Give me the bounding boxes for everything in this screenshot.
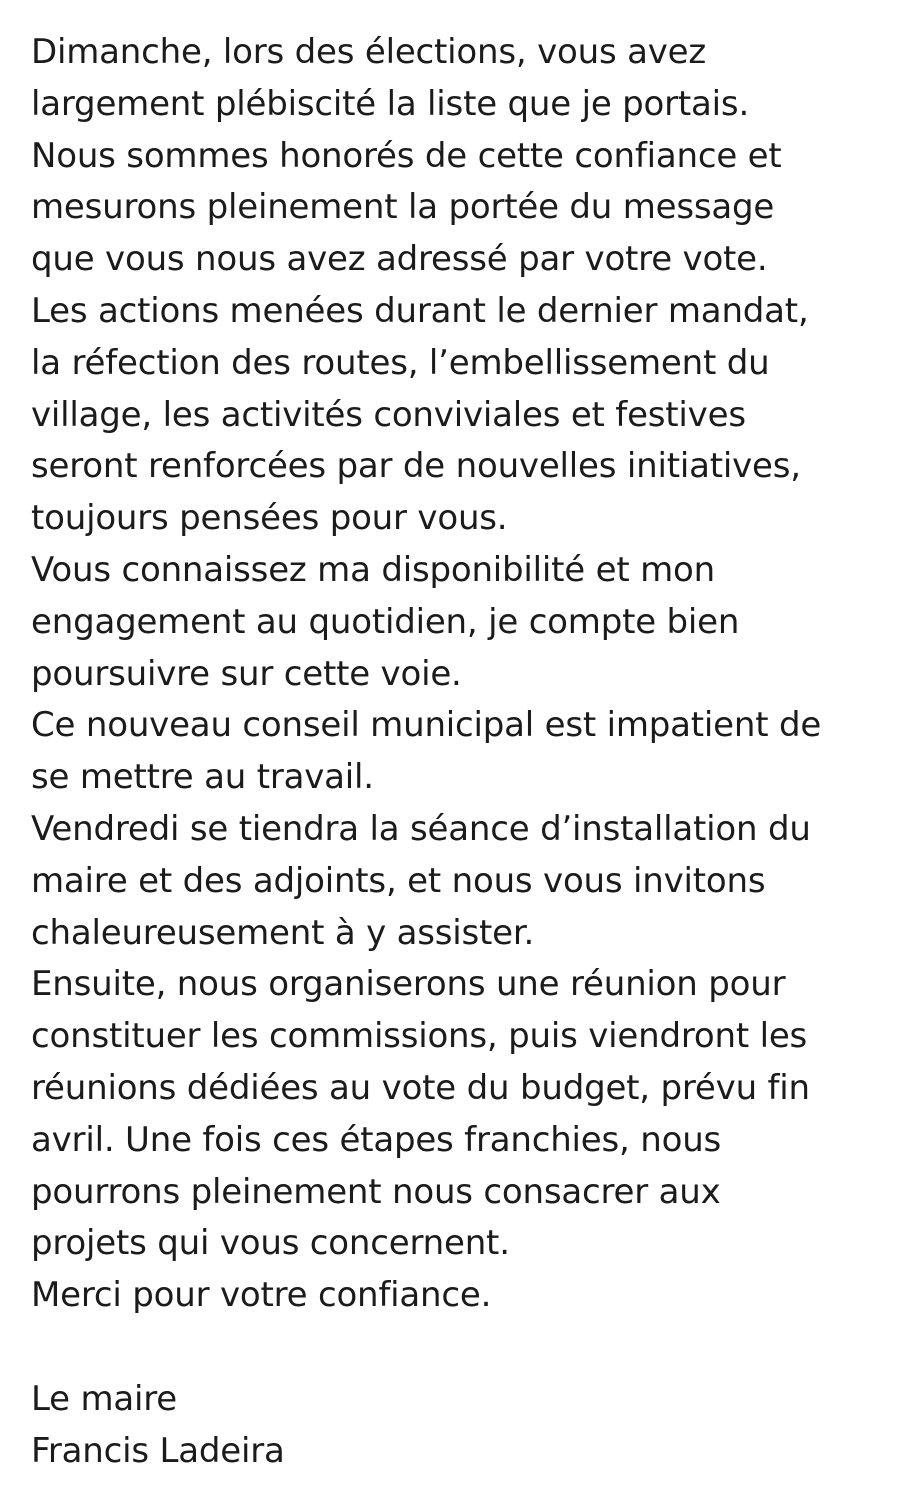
letter-line: projets qui vous concernent.	[31, 1223, 510, 1264]
letter-line: largement plébiscité la liste que je portais.	[31, 83, 750, 124]
signature-name: Francis Ladeira	[31, 1430, 285, 1471]
letter-line: Merci pour votre confiance.	[31, 1275, 492, 1316]
letter-line: mesurons pleinement la portée du message	[31, 187, 775, 228]
letter-line: chaleureusement à y assister.	[31, 912, 535, 953]
letter-line: se mettre au travail.	[31, 757, 374, 798]
letter-line: engagement au quotidien, je compte bien	[31, 601, 740, 642]
letter-line: poursuivre sur cette voie.	[31, 653, 462, 694]
letter-line: Vous connaissez ma disponibilité et mon	[31, 549, 715, 590]
letter-text	[31, 27, 891, 1477]
letter-line: toujours pensées pour vous.	[31, 498, 508, 539]
letter-line: Les actions menées durant le dernier mandat,	[31, 290, 809, 331]
signature-title: Le maire	[31, 1378, 178, 1419]
letter-line: la réfection des routes, l’embellissement du	[31, 342, 770, 383]
letter-line: seront renforcées par de nouvelles initiatives,	[31, 446, 801, 487]
letter-line: Nous sommes honorés de cette confiance et	[31, 135, 782, 176]
letter-line: maire et des adjoints, et nous vous invitons	[31, 860, 766, 901]
letter-line: constituer les commissions, puis viendront les	[31, 1016, 808, 1057]
letter-line: Ce nouveau conseil municipal est impatient de	[31, 705, 822, 746]
letter-line: pourrons pleinement nous consacrer aux	[31, 1171, 721, 1212]
letter-line: Ensuite, nous organiserons une réunion pour	[31, 964, 786, 1005]
letter-line: avril. Une fois ces étapes franchies, nous	[31, 1119, 722, 1160]
letter-line: Vendredi se tiendra la séance d’installation du	[31, 808, 811, 849]
letter-line: réunions dédiées au vote du budget, prévu fin	[31, 1067, 810, 1108]
letter-line: Dimanche, lors des élections, vous avez	[31, 32, 707, 72]
blank-line	[31, 1322, 891, 1374]
letter-line: village, les activités conviviales et festives	[31, 394, 746, 435]
letter-line: que vous nous avez adressé par votre vote.	[31, 239, 768, 280]
